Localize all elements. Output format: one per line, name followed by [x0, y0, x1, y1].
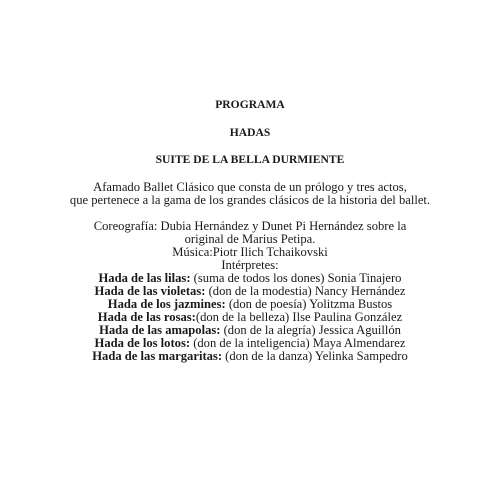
performer-row: [0, 271, 500, 285]
performer-row: [0, 349, 500, 363]
ballet-heading: SUITE DE LA BELLA DURMIENTE: [155, 153, 345, 166]
performer-row: [0, 297, 500, 311]
performer-row: [0, 284, 500, 298]
performer-detail: (don de poesía) Yolitzma Bustos: [225, 297, 393, 311]
performer-role: Hada de las amapolas:: [99, 323, 221, 337]
program-title: PROGRAMA: [215, 98, 285, 111]
performer-role: Hada de los lotos:: [94, 336, 191, 350]
performer-row: [0, 323, 500, 337]
intro-line-1: Afamado Ballet Clásico que consta de un prólogo y tres actos,: [93, 180, 407, 194]
music-credit: Música:Piotr Ilich Tchaikovski: [172, 245, 328, 259]
choreography-line-1: Coreografía: Dubia Hernández y Dunet Pi Hernández sobre la: [93, 219, 407, 233]
choreography-line-2: original de Marius Petipa.: [184, 232, 316, 246]
performer-detail: (suma de todos los dones) Sonia Tinajero: [190, 271, 402, 285]
performer-detail: (don de la belleza) Ilse Paulina González: [195, 310, 403, 324]
performer-detail: (don de la danza) Yelinka Sampedro: [222, 349, 408, 363]
performers-label: Intérpretes:: [221, 258, 279, 272]
performer-role: Hada de las violetas:: [94, 284, 206, 298]
performer-role: Hada de las rosas:: [97, 310, 196, 324]
performer-role: Hada de las lilas:: [98, 271, 191, 285]
performer-detail: (don de la modestia) Nancy Hernández: [205, 284, 406, 298]
intro-line-2: que pertenece a la gama de los grandes clásicos de la historia del ballet.: [69, 193, 431, 207]
performer-row: [0, 336, 500, 350]
performer-role: Hada de las margaritas:: [92, 349, 223, 363]
program-subtitle: HADAS: [229, 126, 271, 139]
performer-detail: (don de la inteligencia) Maya Almendarez: [190, 336, 406, 350]
performer-row: [0, 310, 500, 324]
performer-role: Hada de los jazmines:: [107, 297, 226, 311]
performer-detail: (don de la alegría) Jessica Aguillón: [220, 323, 401, 337]
